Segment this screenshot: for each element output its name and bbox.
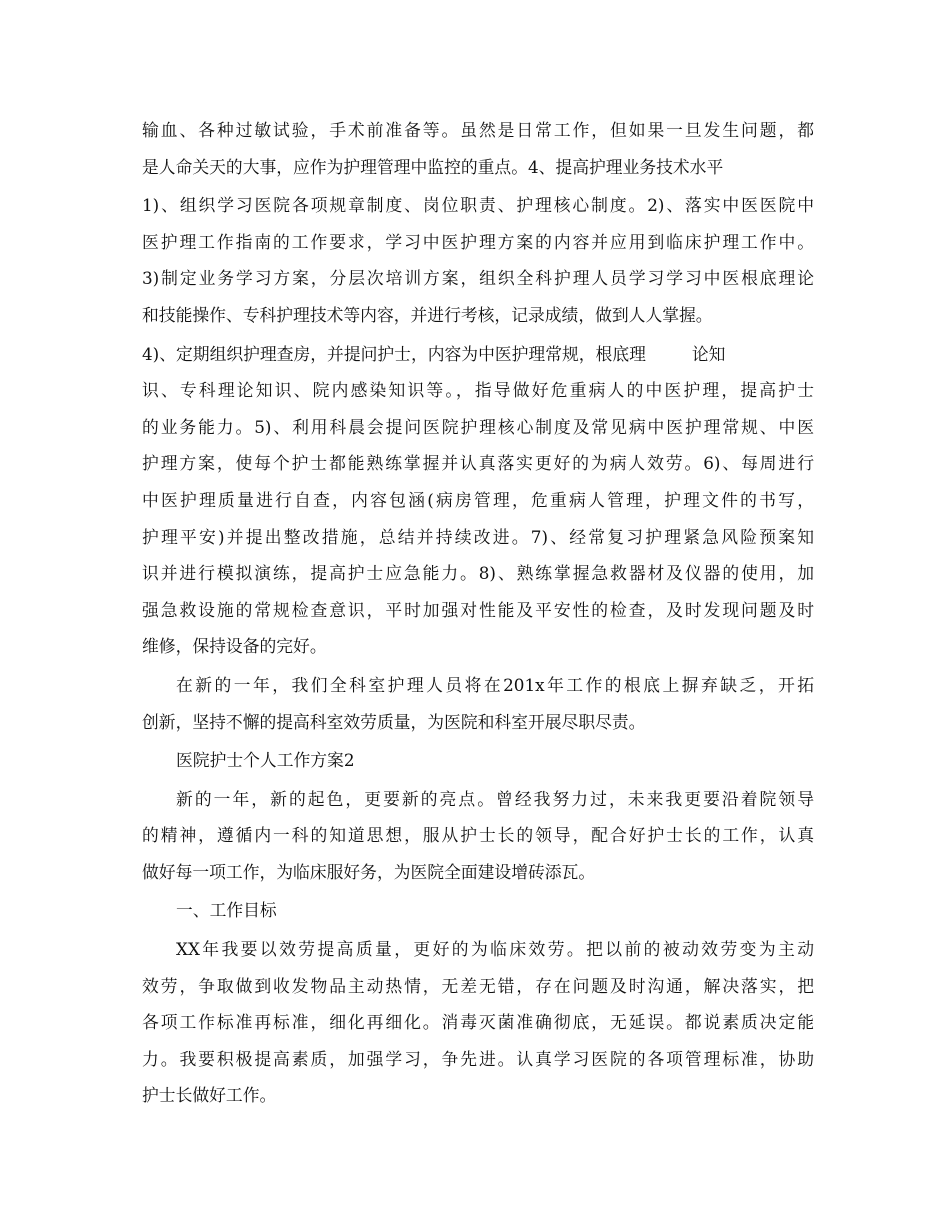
document-page <box>142 112 814 1116</box>
text-line-split <box>142 336 814 373</box>
text-line: 护理方案，使每个护士都能熟练掌握并认真落实更好的为病人效劳。6)、每周进行 <box>142 453 814 474</box>
text-line: 识、专科理论知识、院内感染知识等。，指导做好危重病人的中医护理，提高护士 <box>142 380 814 401</box>
paragraph <box>142 781 814 891</box>
text-line: 医护理工作指南的工作要求，学习中医护理方案的内容并应用到临床护理工作中。 <box>142 231 814 252</box>
section-heading <box>142 742 814 779</box>
text-line: 力。我要积极提高素质，加强学习，争先进。认真学习医院的各项管理标准，协助 <box>142 1048 814 1069</box>
paragraph <box>142 667 814 740</box>
text-line: 是人命关天的大事，应作为护理管理中监控的重点。4、提高护理业务技术水平 <box>142 156 724 177</box>
text-line: XX年我要以效劳提高质量，更好的为临床效劳。把以前的被动效劳变为主动 <box>176 939 814 960</box>
heading-text: 医院护士个人工作方案2 <box>176 750 355 771</box>
text-line: 在新的一年，我们全科室护理人员将在201x年工作的根底上摒弃缺乏，开拓 <box>176 674 814 695</box>
paragraph <box>142 187 814 333</box>
text-line: 识并进行模拟演练，提高护士应急能力。8)、熟练掌握急救器材及仪器的使用，加 <box>142 563 814 584</box>
text-line: 3)制定业务学习方案，分层次培训方案，组织全科护理人员学习学习中医根底理论 <box>142 268 814 289</box>
text-line: 的精神，遵循内一科的知道思想，服从护士长的领导，配合好护士长的工作，认真 <box>142 825 814 846</box>
text-line: 护理平安)并提出整改措施，总结并持续改进。7)、经常复习护理紧急风险预案知 <box>142 526 814 547</box>
text-line-tail: 论知 <box>691 343 726 364</box>
text-line: 强急救设施的常规检查意识，平时加强对性能及平安性的检查，及时发现问题及时 <box>142 599 814 620</box>
text-line: 和技能操作、专科护理技术等内容，并进行考核，记录成绩，做到人人掌握。 <box>142 304 713 325</box>
paragraph <box>142 336 814 665</box>
text-line-head: 4)、定期组织护理查房，并提问护士，内容为中医护理常规，根底理 <box>142 343 646 364</box>
text-line: 做好每一项工作，为临床服好务，为医院全面建设增砖添瓦。 <box>142 861 596 882</box>
text-line: 1)、组织学习医院各项规章制度、岗位职责、护理核心制度。2)、落实中医医院中 <box>142 195 814 216</box>
text-line: 创新，坚持不懈的提高科室效劳质量，为医院和科室开展尽职尽责。 <box>142 711 646 732</box>
text-line: 的业务能力。5)、利用科晨会提问医院护理核心制度及常见病中医护理常规、中医 <box>142 416 814 437</box>
heading-text: 一、工作目标 <box>176 900 277 921</box>
text-line: 新的一年，新的起色，更要新的亮点。曾经我努力过，未来我更要沿着院领导 <box>176 788 814 809</box>
text-line: 效劳，争取做到收发物品主动热情，无差无错，存在问题及时沟通，解决落实，把 <box>142 975 814 996</box>
text-line: 维修，保持设备的完好。 <box>142 636 327 657</box>
paragraph <box>142 931 814 1114</box>
text-line: 各项工作标准再标准，细化再细化。消毒灭菌准确彻底，无延误。都说素质决定能 <box>142 1012 814 1033</box>
text-line: 护士长做好工作。 <box>142 1085 277 1106</box>
text-line: 输血、各种过敏试验，手术前准备等。虽然是日常工作，但如果一旦发生问题，都 <box>142 120 814 140</box>
text-line: 中医护理质量进行自查，内容包涵(病房管理，危重病人管理，护理文件的书写， <box>142 489 814 510</box>
section-heading <box>142 892 814 929</box>
paragraph <box>142 112 814 185</box>
